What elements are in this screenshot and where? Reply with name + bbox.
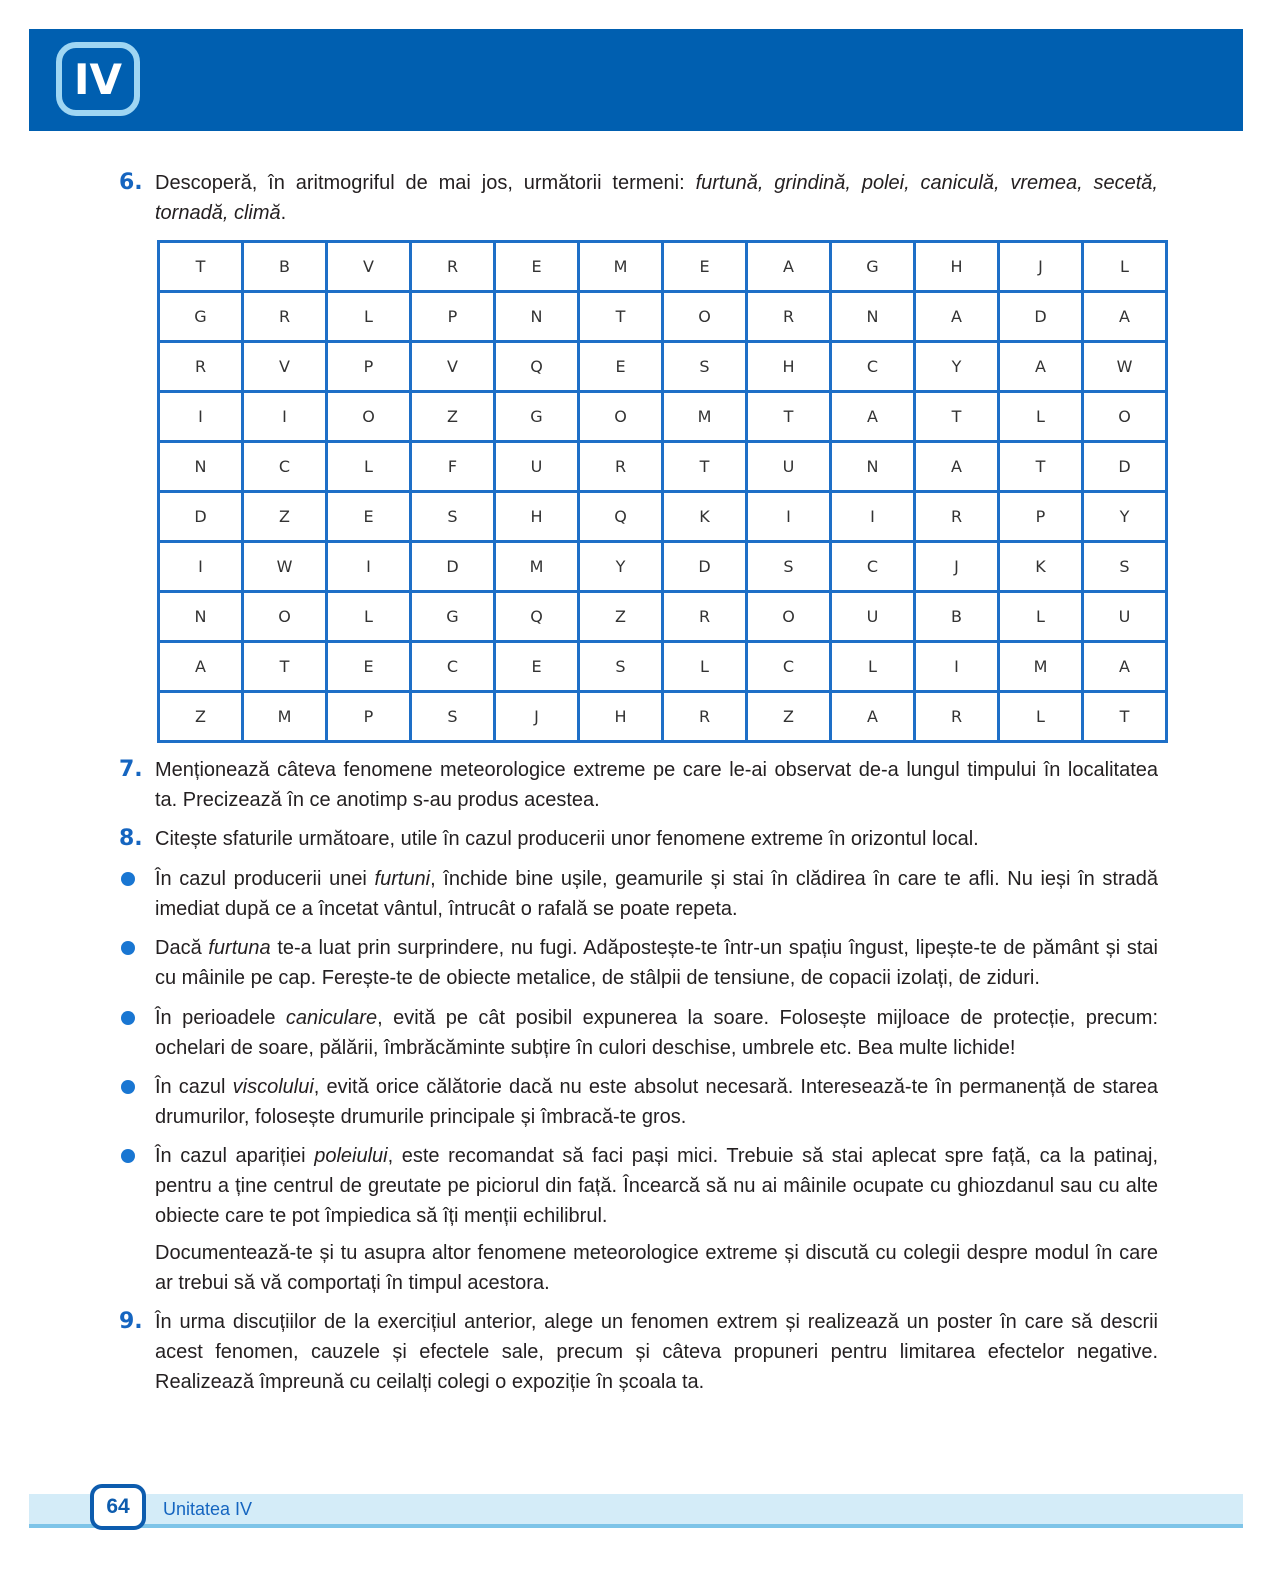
grid-cell: R [915, 692, 999, 742]
grid-cell: D [999, 292, 1083, 342]
grid-cell: W [243, 542, 327, 592]
grid-cell: S [411, 492, 495, 542]
grid-cell: Z [579, 592, 663, 642]
grid-cell: N [831, 292, 915, 342]
grid-cell: M [243, 692, 327, 742]
grid-cell: O [663, 292, 747, 342]
grid-cell: E [327, 492, 411, 542]
grid-cell: J [495, 692, 579, 742]
exercise-6-end: . [280, 202, 287, 224]
bullet-term: viscolului [232, 1076, 314, 1098]
grid-cell: I [327, 542, 411, 592]
grid-cell: A [999, 342, 1083, 392]
grid-cell: L [327, 442, 411, 492]
grid-cell: E [663, 242, 747, 292]
grid-cell: A [915, 292, 999, 342]
grid-cell: I [159, 392, 243, 442]
grid-cell: N [495, 292, 579, 342]
exercise-6-text [155, 168, 1158, 228]
grid-cell: C [831, 542, 915, 592]
grid-cell: R [243, 292, 327, 342]
grid-cell: J [999, 242, 1083, 292]
bullet-term: caniculare [285, 1007, 378, 1029]
grid-cell: G [411, 592, 495, 642]
bullet-term: poleiului [314, 1145, 388, 1167]
bullet-text: În cazul apariției [155, 1145, 315, 1167]
grid-cell: D [1083, 442, 1167, 492]
grid-cell: W [1083, 342, 1167, 392]
grid-cell: U [1083, 592, 1167, 642]
grid-cell: O [747, 592, 831, 642]
grid-cell: Z [159, 692, 243, 742]
grid-cell: T [159, 242, 243, 292]
bullet-text: În cazul [155, 1076, 233, 1098]
grid-cell: C [831, 342, 915, 392]
grid-cell: T [915, 392, 999, 442]
grid-cell: C [747, 642, 831, 692]
bullet-text: În perioadele [155, 1007, 286, 1029]
grid-cell: I [915, 642, 999, 692]
grid-cell: A [159, 642, 243, 692]
exercise-9-text: În urma discuțiilor de la exercițiul anterior, alege un fenomen extrem și realizează un poster în care să descrii acest fenomen, cauzele și efectele sale, precum și câteva propuneri pentru limitarea efectelor negative. Realizează împreună cu ceilalți colegi o expoziție în școala ta. [155, 1311, 1158, 1393]
grid-cell: V [243, 342, 327, 392]
grid-cell: G [159, 292, 243, 342]
bullet-furtuna [155, 933, 1158, 993]
grid-cell: R [663, 692, 747, 742]
grid-cell: D [159, 492, 243, 542]
grid-row [159, 592, 1167, 642]
bullet-text: , este recomandat să faci pași mici. Trebuie să stai aplecat spre față, ca la patinaj, pentru a ține centrul de greutate pe piciorul din față. Încearcă să nu ai mâinile ocupate cu ghiozdanul sau cu alte obiecte care te pot împiedica să îți menții echilibrul. [155, 1145, 1158, 1227]
grid-cell: L [999, 592, 1083, 642]
grid-cell: Y [1083, 492, 1167, 542]
exercise-9-number: 9. [119, 1309, 143, 1334]
grid-cell: R [159, 342, 243, 392]
grid-row [159, 642, 1167, 692]
unit-badge: IV [56, 42, 140, 116]
grid-cell: B [243, 242, 327, 292]
bullet-viscolului [155, 1072, 1158, 1132]
grid-cell: S [579, 642, 663, 692]
grid-cell: M [579, 242, 663, 292]
exercise-7-number: 7. [119, 757, 143, 782]
grid-row [159, 442, 1167, 492]
grid-cell: E [327, 642, 411, 692]
grid-cell: A [1083, 292, 1167, 342]
grid-cell: U [747, 442, 831, 492]
grid-cell: T [243, 642, 327, 692]
grid-cell: L [999, 392, 1083, 442]
grid-cell: P [411, 292, 495, 342]
grid-cell: N [159, 592, 243, 642]
grid-cell: R [915, 492, 999, 542]
exercise-8-text: Citește sfaturile următoare, utile în cazul producerii unor fenomene extreme în orizontul local. [155, 828, 979, 850]
bullet-dot [121, 872, 135, 886]
grid-cell: L [999, 692, 1083, 742]
bullet-text: , închide bine ușile, geamurile și stai în clădirea în care te afli. Nu ieși în stradă imediat după ce a încetat vântul, întrucât o rafală se poate repeta. [155, 868, 1159, 920]
grid-cell: O [579, 392, 663, 442]
exercise-6-terms: furtună, grindină, polei, caniculă, vremea, secetă, tornadă, climă [155, 172, 1158, 224]
grid-cell: C [411, 642, 495, 692]
exercise-8-number: 8. [119, 826, 143, 851]
grid-cell: R [747, 292, 831, 342]
grid-cell: U [831, 592, 915, 642]
grid-cell: D [663, 542, 747, 592]
grid-cell: R [411, 242, 495, 292]
grid-cell: Z [243, 492, 327, 542]
bullet-term: furtuni [374, 868, 431, 890]
grid-cell: K [663, 492, 747, 542]
grid-cell: H [915, 242, 999, 292]
bullet-dot [121, 1080, 135, 1094]
bullet-text: , evită orice călătorie dacă nu este absolut necesară. Interesează-te în permanență de starea drumurilor, folosește drumurile principale și îmbracă-te gros. [155, 1076, 1159, 1128]
grid-cell: I [747, 492, 831, 542]
exercise-7-text: Menționează câteva fenomene meteorologice extreme pe care le-ai observat de-a lungul timpului în localitatea ta. Precizează în ce anotimp s-au produs acestea. [155, 759, 1158, 811]
grid-cell: T [747, 392, 831, 442]
bullet-dot [121, 1011, 135, 1025]
grid-cell: P [999, 492, 1083, 542]
grid-cell: E [579, 342, 663, 392]
bullet-text: În cazul producerii unei [155, 868, 375, 890]
grid-row [159, 342, 1167, 392]
grid-cell: V [411, 342, 495, 392]
grid-row [159, 492, 1167, 542]
grid-cell: O [1083, 392, 1167, 442]
bullet-text: te-a luat prin surprindere, nu fugi. Adăpostește-te într-un spațiu îngust, lipește-te de pământ și stai cu mâinile pe cap. Ferește-te de obiecte metalice, de stâlpii de tensiune, de copacii izolați, de ziduri. [155, 937, 1158, 989]
grid-cell: S [663, 342, 747, 392]
grid-cell: M [663, 392, 747, 442]
grid-cell: S [1083, 542, 1167, 592]
grid-cell: I [831, 492, 915, 542]
grid-row [159, 392, 1167, 442]
grid-cell: L [1083, 242, 1167, 292]
grid-cell: Y [579, 542, 663, 592]
grid-cell: V [327, 242, 411, 292]
grid-cell: P [327, 342, 411, 392]
exercise-6-number: 6. [119, 170, 143, 195]
grid-cell: G [495, 392, 579, 442]
grid-cell: L [831, 642, 915, 692]
grid-cell: L [663, 642, 747, 692]
grid-cell: Q [579, 492, 663, 542]
grid-cell: S [747, 542, 831, 592]
grid-cell: O [327, 392, 411, 442]
grid-cell: A [831, 392, 915, 442]
grid-cell: M [495, 542, 579, 592]
bullet-caniculare [155, 1003, 1158, 1063]
word-search-grid [157, 240, 1168, 743]
bullet-poleiului [155, 1141, 1158, 1231]
bullet-text: , evită pe cât posibil expunerea la soare. Folosește mijloace de protecție, precum: ochelari de soare, pălării, îmbrăcăminte subțire în culori deschise, umbrele etc. Bea multe lichide! [155, 1007, 1159, 1059]
header-band [29, 29, 1243, 131]
grid-cell: A [1083, 642, 1167, 692]
grid-cell: Q [495, 592, 579, 642]
grid-row [159, 292, 1167, 342]
grid-cell: K [999, 542, 1083, 592]
grid-cell: I [243, 392, 327, 442]
grid-cell: R [663, 592, 747, 642]
grid-cell: E [495, 242, 579, 292]
grid-cell: F [411, 442, 495, 492]
grid-cell: Z [747, 692, 831, 742]
grid-cell: P [327, 692, 411, 742]
grid-cell: U [495, 442, 579, 492]
grid-cell: T [663, 442, 747, 492]
grid-cell: H [495, 492, 579, 542]
grid-cell: H [747, 342, 831, 392]
grid-cell: D [411, 542, 495, 592]
grid-cell: H [579, 692, 663, 742]
grid-cell: A [915, 442, 999, 492]
grid-cell: L [327, 592, 411, 642]
grid-cell: T [579, 292, 663, 342]
bullet-furtuni [155, 864, 1158, 924]
grid-cell: T [1083, 692, 1167, 742]
bullet-dot [121, 1149, 135, 1163]
grid-cell: Z [411, 392, 495, 442]
grid-cell: R [579, 442, 663, 492]
exercise-6-intro: Descoperă, în aritmogriful de mai jos, următorii termeni: [155, 172, 696, 194]
grid-cell: A [831, 692, 915, 742]
grid-cell: B [915, 592, 999, 642]
grid-cell: J [915, 542, 999, 592]
grid-cell: I [159, 542, 243, 592]
grid-cell: T [999, 442, 1083, 492]
grid-row [159, 242, 1167, 292]
grid-cell: G [831, 242, 915, 292]
footer-unit-label: Unitatea IV [163, 1499, 253, 1519]
grid-cell: C [243, 442, 327, 492]
grid-cell: M [999, 642, 1083, 692]
grid-cell: Y [915, 342, 999, 392]
grid-cell: N [831, 442, 915, 492]
grid-cell: L [327, 292, 411, 342]
grid-row [159, 542, 1167, 592]
page-number: 64 [90, 1484, 146, 1530]
grid-cell: E [495, 642, 579, 692]
grid-cell: Q [495, 342, 579, 392]
bullet-dot [121, 941, 135, 955]
grid-cell: A [747, 242, 831, 292]
grid-cell: O [243, 592, 327, 642]
grid-cell: N [159, 442, 243, 492]
documentation-paragraph: Documentează-te și tu asupra altor fenomene meteorologice extreme și discută cu colegii despre modul în care ar trebui să vă comportați în timpul acestora. [155, 1242, 1158, 1294]
grid-row [159, 692, 1167, 742]
bullet-term: furtuna [208, 937, 271, 959]
bullet-text: Dacă [155, 937, 209, 959]
grid-cell: S [411, 692, 495, 742]
